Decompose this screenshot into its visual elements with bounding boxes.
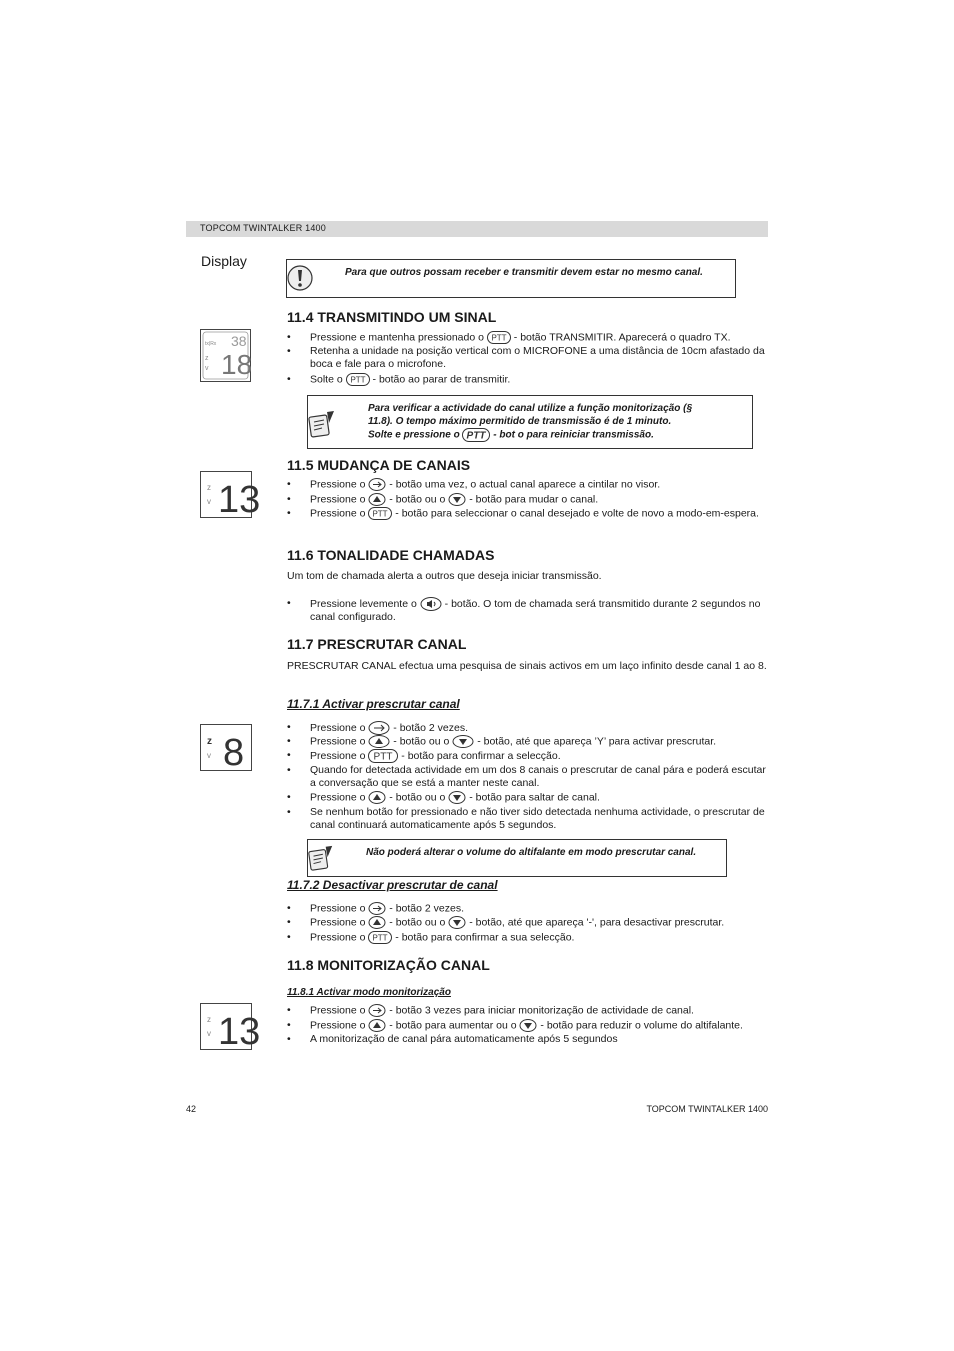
- down-button-icon: [519, 1019, 537, 1032]
- svg-text:13: 13: [218, 479, 261, 521]
- svg-text:PTT: PTT: [350, 375, 366, 385]
- lcd-display-channel: [200, 471, 261, 521]
- ptt-button-icon: [487, 331, 511, 344]
- page-number: 42: [186, 1104, 197, 1114]
- note-pad-icon: [307, 844, 335, 872]
- note-tip: [307, 839, 727, 877]
- ptt-button-icon: [368, 507, 392, 520]
- ptt-button-icon: [368, 749, 398, 763]
- lcd-scan-icon: [201, 725, 251, 774]
- note-tip-line: 11.8). O tempo máximo permitido de transmissão é de 1 minuto.: [368, 416, 672, 427]
- ptt-button-icon: [346, 373, 370, 386]
- note-warning-text: Para que outros possam receber e transmitir devem estar no mesmo canal.: [345, 267, 703, 278]
- menu-button-icon: [368, 721, 390, 735]
- up-button-icon: [368, 735, 390, 748]
- up-button-icon: [368, 791, 386, 804]
- section-11-7-text: PRESCRUTAR CANAL efectua uma pesquisa de sinais activos em um laço infinito desde canal 1 ao 8.: [287, 660, 767, 672]
- svg-text:18: 18: [221, 349, 253, 380]
- svg-text:PTT: PTT: [373, 751, 393, 763]
- down-button-icon: [448, 916, 466, 929]
- lcd-display-tx: [200, 329, 251, 382]
- svg-text:PTT: PTT: [491, 333, 507, 343]
- svg-text:v: v: [207, 497, 211, 506]
- down-button-icon: [448, 493, 466, 506]
- svg-text:tx|Rx: tx|Rx: [205, 341, 217, 347]
- note-warning: [286, 259, 736, 298]
- svg-text:38: 38: [231, 333, 247, 349]
- display-label: Display: [201, 253, 247, 269]
- section-11-8-title: 11.8 MONITORIZAÇÃO CANAL: [287, 957, 490, 973]
- down-button-icon: [448, 791, 466, 804]
- down-button-icon: [452, 735, 474, 748]
- svg-text:13: 13: [218, 1011, 261, 1053]
- svg-text:v: v: [207, 751, 211, 760]
- svg-text:z: z: [205, 355, 209, 362]
- section-11-6-title: 11.6 TONALIDADE CHAMADAS: [287, 547, 495, 563]
- up-button-icon: [368, 916, 386, 929]
- svg-text:v: v: [205, 365, 209, 372]
- svg-text:z: z: [207, 1015, 211, 1024]
- svg-text:z: z: [207, 483, 211, 492]
- call-button-icon: [420, 597, 442, 611]
- lcd-monitor-icon: [201, 1004, 261, 1053]
- section-11-5-title: 11.5 MUDANÇA DE CANAIS: [287, 457, 471, 473]
- note-tip-text: Não poderá alterar o volume do altifalante em modo prescrutar canal.: [366, 847, 697, 858]
- lcd-display-monitor: [200, 1003, 261, 1053]
- note-tip-line: Para verificar a actividade do canal utilize a função monitorização (§: [368, 403, 692, 414]
- subsection-11-8-1-title: 11.8.1 Activar modo monitorização: [287, 987, 451, 998]
- menu-button-icon: [368, 902, 386, 915]
- lcd-tx-icon: [201, 330, 253, 381]
- svg-text:z: z: [207, 736, 212, 747]
- menu-button-icon: [368, 1004, 386, 1017]
- subsection-11-7-2-title: 11.7.2 Desactivar prescrutar de canal: [287, 878, 498, 892]
- note-pad-icon: [307, 409, 337, 439]
- svg-text:PTT: PTT: [372, 933, 388, 943]
- section-11-7-title: 11.7 PRESCRUTAR CANAL: [287, 636, 467, 652]
- ptt-button-icon: [368, 931, 392, 944]
- menu-button-icon: [368, 478, 386, 491]
- svg-text:PTT: PTT: [467, 430, 486, 442]
- svg-text:v: v: [207, 1029, 211, 1038]
- section-11-6-text: Um tom de chamada alerta a outros que deseja iniciar transmissão.: [287, 570, 602, 582]
- note-tip-line: Solte e pressione o PTT - bot o para reiniciar transmissão.: [368, 429, 654, 442]
- footer-title: TOPCOM TWINTALKER 1400: [646, 1104, 768, 1114]
- lcd-display-scan: [200, 724, 252, 774]
- subsection-11-7-1-title: 11.7.1 Activar prescrutar canal: [287, 697, 460, 711]
- up-button-icon: [368, 1019, 386, 1032]
- svg-text:8: 8: [223, 732, 245, 774]
- lcd-channel-icon: [201, 472, 261, 521]
- svg-text:PTT: PTT: [372, 509, 388, 519]
- ptt-button-icon: [462, 428, 490, 442]
- note-tip: [307, 395, 753, 449]
- header-title: TOPCOM TWINTALKER 1400: [200, 223, 326, 233]
- section-11-4-title: 11.4 TRANSMITINDO UM SINAL: [287, 309, 497, 325]
- warning-icon: [286, 264, 314, 292]
- up-button-icon: [368, 493, 386, 506]
